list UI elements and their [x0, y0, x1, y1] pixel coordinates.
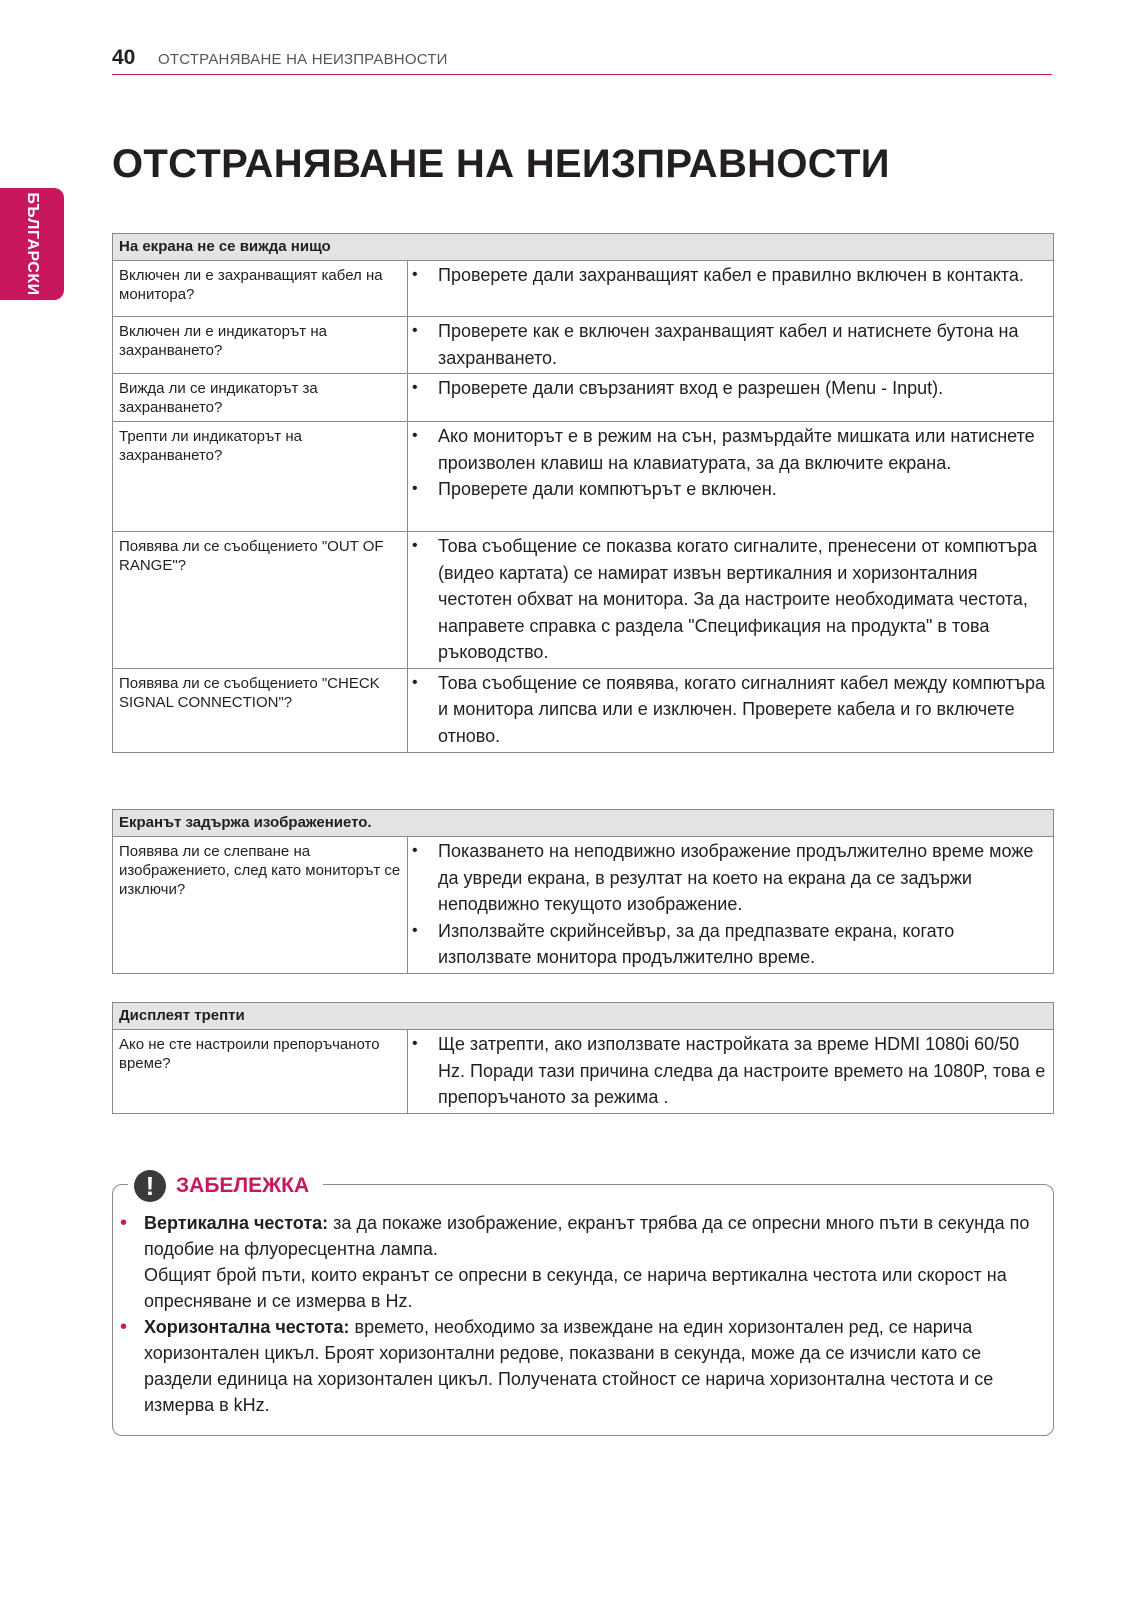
answer-cell — [408, 1030, 1054, 1114]
exclamation-icon: ! — [134, 1170, 166, 1202]
page-number: 40 — [112, 46, 136, 69]
note-extra: Общият брой пъти, които екранът се опресни в секунда, се нарича вертикална честота или скорост на опресняване и се измерва в Hz. — [144, 1265, 1007, 1311]
table-row — [113, 261, 1054, 317]
note-header — [128, 1168, 323, 1204]
answer-cell — [408, 374, 1054, 422]
answer-cell — [408, 422, 1054, 532]
answer-item: • Проверете дали компютърът е включен. — [412, 476, 1047, 503]
table-heading: Дисплеят трепти — [113, 1003, 1054, 1030]
troubleshoot-table-flicker — [112, 1002, 1054, 1114]
table-row — [113, 317, 1054, 374]
troubleshoot-table-image-retention — [112, 809, 1054, 974]
table-row — [113, 532, 1054, 669]
question-cell: Включен ли е индикаторът на захранването? — [113, 317, 408, 374]
answer-item: • Ако мониторът е в режим на сън, размърдайте мишката или натиснете произволен клавиш на клавиатурата, за да включите екрана. — [412, 423, 1047, 476]
table-row — [113, 837, 1054, 974]
answer-item: • Ще затрепти, ако използвате настройката за време HDMI 1080i 60/50 Hz. Поради тази причина следва да настроите времето на 1080P, това е препоръчаното за режима . — [412, 1031, 1047, 1111]
table-row — [113, 668, 1054, 752]
answer-cell — [408, 261, 1054, 317]
note-text: времето, необходимо за извеждане на един хоризонтален ред, се нарича хоризонтален цикъл. Броят хоризонтални редове, показвани в секунда, може да се изчисли като се раздели единица на хоризонтален цикъл. Получената стойност се нарича хоризонтална честота и се измерва в kHz. — [144, 1317, 994, 1415]
note-body — [118, 1210, 1038, 1418]
question-cell: Трепти ли индикаторът на захранването? — [113, 422, 408, 532]
answer-item: • Проверете дали захранващият кабел е правилно включен в контакта. — [412, 262, 1047, 289]
answer-cell — [408, 532, 1054, 669]
table-heading: Екранът задържа изображението. — [113, 810, 1054, 837]
question-cell: Появява ли се съобщението "OUT OF RANGE"? — [113, 532, 408, 669]
page-header — [112, 44, 1052, 75]
note-label: ЗАБЕЛЕЖКА — [176, 1174, 310, 1197]
page-title: ОТСТРАНЯВАНЕ НА НЕИЗПРАВНОСТИ — [112, 142, 890, 186]
answer-item: • Това съобщение се появява, когато сигналният кабел между компютъра и монитора липсва или е изключен. Проверете кабела и го включете отново. — [412, 670, 1047, 750]
table-heading-row — [113, 234, 1054, 261]
answer-item: • Проверете дали свързаният вход е разрешен (Menu - Input). — [412, 375, 1047, 402]
answer-item: • Използвайте скрийнсейвър, за да предпазвате екрана, когато използвате монитора продължително време. — [412, 918, 1047, 971]
language-tab — [0, 188, 64, 300]
question-cell: Появява ли се слепване на изображението, след като мониторът се изключи? — [113, 837, 408, 974]
header-section-title: ОТСТРАНЯВАНЕ НА НЕИЗПРАВНОСТИ — [158, 51, 448, 68]
language-tab-label: БЪЛГАРСКИ — [24, 192, 41, 296]
answer-item: • Показването на неподвижно изображение продължително време може да увреди екрана, в резултат на което на екрана да се задържи неподвижно текущото изображение. — [412, 838, 1047, 918]
table-row — [113, 1030, 1054, 1114]
table-row — [113, 422, 1054, 532]
note-term: Вертикална честота: — [144, 1213, 329, 1233]
question-cell: Включен ли е захранващият кабел на монитора? — [113, 261, 408, 317]
answer-cell — [408, 837, 1054, 974]
question-cell: Вижда ли се индикаторът за захранването? — [113, 374, 408, 422]
answer-cell — [408, 668, 1054, 752]
answer-item: • Проверете как е включен захранващият кабел и натиснете бутона на захранването. — [412, 318, 1047, 371]
note-item — [118, 1210, 1038, 1314]
troubleshoot-table-no-picture — [112, 233, 1054, 753]
table-heading-row — [113, 1003, 1054, 1030]
table-heading-row — [113, 810, 1054, 837]
question-cell: Появява ли се съобщението "CHECK SIGNAL CONNECTION"? — [113, 668, 408, 752]
note-item — [118, 1314, 1038, 1418]
table-row — [113, 374, 1054, 422]
note-term: Хоризонтална честота: — [144, 1317, 350, 1337]
table-heading: На екрана не се вижда нищо — [113, 234, 1054, 261]
question-cell: Ако не сте настроили препоръчаното време? — [113, 1030, 408, 1114]
note-text: за да покаже изображение, екранът трябва да се опресни много пъти в секунда по подобие на флуоресцентна лампа. — [144, 1213, 1030, 1259]
answer-item: • Това съобщение се показва когато сигналите, пренесени от компютъра (видео картата) се намират извън вертикалния и хоризонталния честотен обхват на монитора. За да настроите необходимата честота, направете справка с раздела "Спецификация на продукта" в това ръководство. — [412, 533, 1047, 666]
answer-cell — [408, 317, 1054, 374]
